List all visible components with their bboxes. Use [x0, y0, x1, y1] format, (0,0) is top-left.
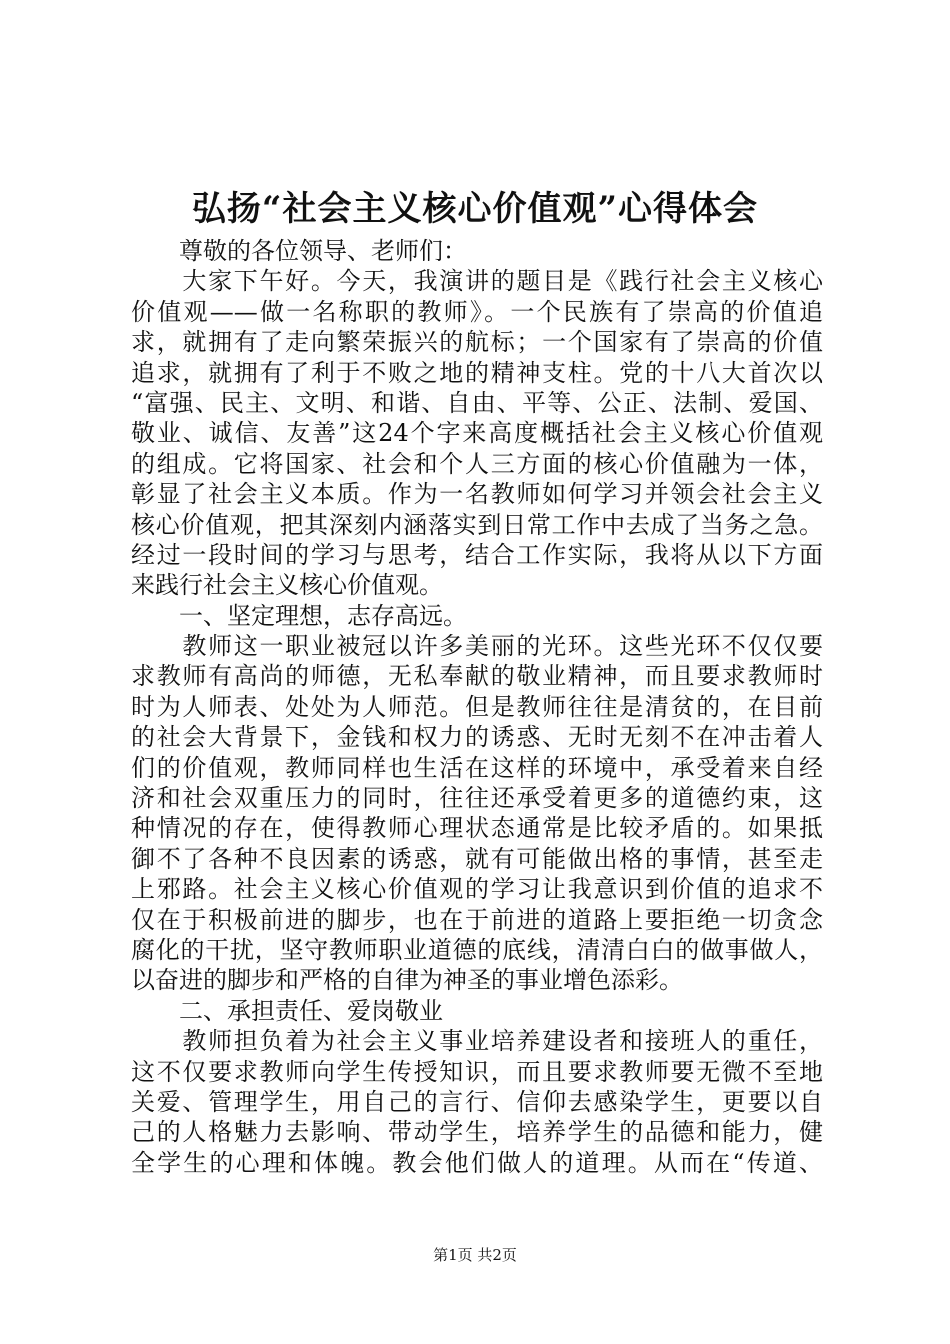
body-line: 来践行社会主义核心价值观。	[131, 571, 443, 600]
body-line: 己的人格魅力去影响、带动学生，培养学生的品德和能力，健	[131, 1118, 823, 1147]
body-line: 全学生的心理和体魄。教会他们做人的道理。从而在“传道、	[131, 1148, 823, 1177]
body-line: 教师担负着为社会主义事业培养建设者和接班人的重任，	[131, 1027, 823, 1056]
body-line: 求教师有高尚的师德，无私奉献的敬业精神，而且要求教师时	[131, 662, 823, 691]
body-line: 以奋进的脚步和严格的自律为神圣的事业增色添彩。	[131, 966, 683, 995]
body-line: 种情况的存在，使得教师心理状态通常是比较矛盾的。如果抵	[131, 814, 823, 843]
body-line: 核心价值观，把其深刻内涵落实到日常工作中去成了当务之急。	[131, 510, 823, 539]
body-line: 经过一段时间的学习与思考，结合工作实际，我将从以下方面	[131, 540, 823, 569]
body-line: 的社会大背景下，金钱和权力的诱惑、无时无刻不在冲击着人	[131, 723, 823, 752]
document-title: 弘扬“社会主义核心价值观”心得体会	[191, 189, 759, 229]
body-line: 们的价值观，教师同样也生活在这样的环境中，承受着来自经	[131, 753, 823, 782]
body-line: 关爱、管理学生，用自己的言行、信仰去感染学生，更要以自	[131, 1087, 823, 1116]
body-line: 御不了各种不良因素的诱惑，就有可能做出格的事情，甚至走	[131, 844, 823, 873]
document-body	[131, 236, 823, 1178]
body-line: 济和社会双重压力的同时，往往还承受着更多的道德约束，这	[131, 784, 823, 813]
body-line: 彰显了社会主义本质。作为一名教师如何学习并领会社会主义	[131, 480, 823, 509]
body-line: “富强、民主、文明、和谐、自由、平等、公正、法制、爱国、	[131, 388, 823, 417]
body-line: 价值观——做一名称职的教师》。一个民族有了崇高的价值追	[131, 297, 823, 326]
body-line: 大家下午好。今天，我演讲的题目是《践行社会主义核心	[131, 267, 823, 296]
body-line: 这不仅要求教师向学生传授知识，而且要求教师要无微不至地	[131, 1057, 823, 1086]
body-line: 上邪路。社会主义核心价值观的学习让我意识到价值的追求不	[131, 875, 823, 904]
body-line: 追求，就拥有了利于不败之地的精神支柱。党的十八大首次以	[131, 358, 823, 387]
body-line: 的组成。它将国家、社会和个人三方面的核心价值融为一体，	[131, 449, 823, 478]
body-line: 教师这一职业被冠以许多美丽的光环。这些光环不仅仅要	[131, 632, 823, 661]
body-line: 仅在于积极前进的脚步，也在于前进的道路上要拒绝一切贪念	[131, 905, 823, 934]
body-line: 二、承担责任、爱岗敬业	[131, 996, 443, 1025]
body-line: 一、坚定理想，志存高远。	[131, 601, 467, 630]
body-line: 腐化的干扰，坚守教师职业道德的底线，清清白白的做事做人，	[131, 935, 823, 964]
body-line: 尊敬的各位领导、老师们：	[131, 237, 467, 265]
body-line: 求，就拥有了走向繁荣振兴的航标；一个国家有了崇高的价值	[131, 328, 823, 357]
body-line: 敬业、诚信、友善”这24个字来高度概括社会主义核心价值观	[131, 419, 823, 448]
page-footer: 第1页 共2页	[433, 1246, 517, 1264]
body-line: 时为人师表、处处为人师范。但是教师往往是清贫的，在目前	[131, 692, 823, 721]
